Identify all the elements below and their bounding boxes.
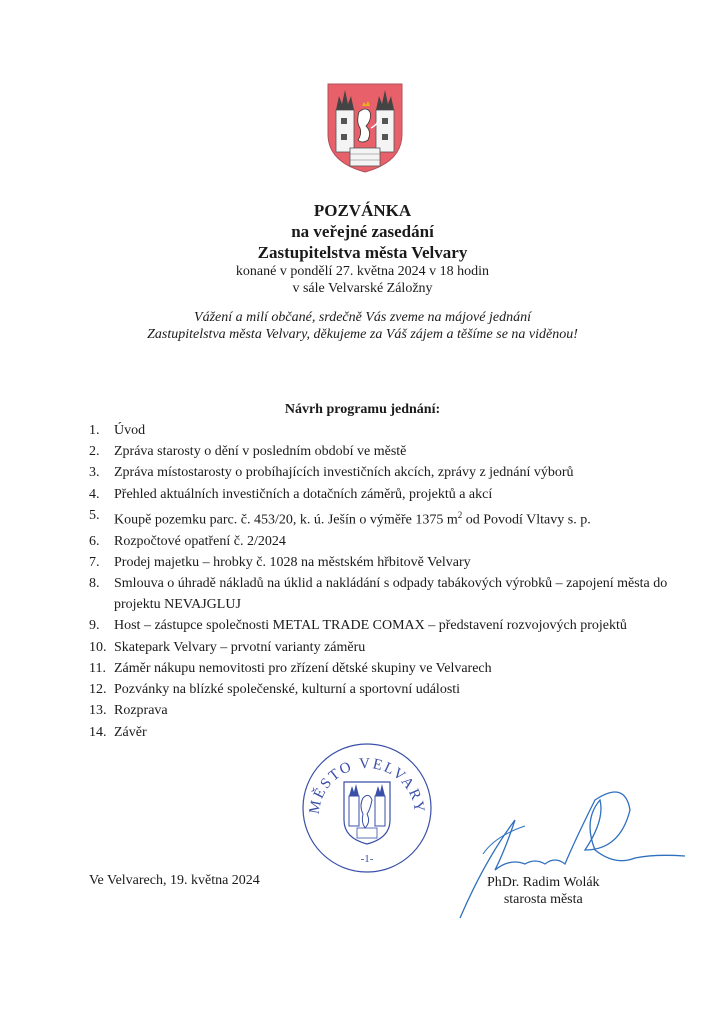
item-text-part: Koupě pozemku parc. č. 453/20, k. ú. Ješín o výměře 1375 m — [114, 512, 458, 528]
item-text: Pozvánky na blízké společenské, kulturní a sportovní události — [114, 682, 461, 698]
invitation-header — [0, 200, 725, 297]
item-number: 2. — [89, 444, 100, 460]
agenda-item — [89, 573, 669, 615]
item-number: 13. — [89, 703, 107, 719]
item-text: Záměr nákupu nemovitosti pro zřízení dětské skupiny ve Velvarech — [114, 660, 492, 676]
item-number: 1. — [89, 423, 100, 438]
council-name: Zastupitelstva města Velvary — [257, 243, 468, 262]
item-number: 3. — [89, 465, 100, 481]
item-text: Rozprava — [114, 703, 168, 719]
signer-name: PhDr. Radim Wolák — [487, 875, 600, 890]
item-text: Závěr — [114, 724, 147, 740]
item-number: 4. — [89, 486, 100, 502]
item-text: Zpráva místostarosty o probíhajících investičních akcích, zprávy z jednání výborů — [114, 465, 574, 481]
item-number: 11. — [89, 660, 106, 676]
item-number: 5. — [89, 507, 100, 523]
agenda-item — [89, 637, 669, 658]
item-number: 7. — [89, 554, 100, 570]
item-text — [114, 505, 669, 531]
official-stamp-icon — [297, 738, 437, 878]
meeting-date: konané v pondělí 27. května 2024 v 18 hodin — [235, 264, 490, 279]
item-text: Přehled aktuálních investičních a dotačních záměrů, projektů a akcí — [114, 486, 493, 502]
program-heading: Návrh programu jednání: — [284, 402, 441, 417]
agenda-item — [89, 679, 669, 700]
item-text: Prodej majetku – hrobky č. 1028 na městském hřbitově Velvary — [114, 554, 471, 570]
item-number: 10. — [89, 639, 107, 655]
svg-text:MĚSTO VELVARY — [307, 756, 428, 815]
agenda-item — [89, 552, 669, 573]
agenda-item — [89, 615, 669, 636]
item-number: 8. — [89, 576, 100, 592]
greeting-line-1: Vážení a milí občané, srdečně Vás zveme na májové jednání — [194, 310, 531, 325]
signer-block — [487, 874, 600, 908]
agenda-item — [89, 420, 669, 441]
invitation-title: POZVÁNKA — [313, 201, 412, 220]
item-text: Smlouva o úhradě nákladů na úklid a nakládání s odpady tabákových výrobků – zapojení města do projektu NEVAJGLUJ — [114, 576, 668, 613]
agenda-item — [89, 700, 669, 721]
item-text-part: od Povodí Vltavy s. p. — [462, 512, 591, 528]
greeting-line-2: Zastupitelstva města Velvary, děkujeme za Váš zájem a těšíme se na viděnou! — [147, 327, 578, 342]
meeting-type: na veřejné zasedání — [291, 222, 434, 241]
item-number: 9. — [89, 618, 100, 634]
superscript: 2 — [457, 509, 463, 520]
item-text: Úvod — [114, 423, 146, 438]
agenda-item — [89, 658, 669, 679]
item-number: 12. — [89, 682, 107, 698]
agenda-item — [89, 505, 669, 531]
greeting-text — [0, 309, 725, 343]
coat-of-arms-icon — [326, 82, 404, 174]
stamp-number: -1- — [360, 853, 374, 865]
agenda-item — [89, 531, 669, 552]
place-and-date: Ve Velvarech, 19. května 2024 — [89, 873, 260, 888]
item-number: 14. — [89, 724, 107, 740]
meeting-venue: v sále Velvarské Záložny — [292, 281, 433, 296]
agenda-list — [89, 420, 669, 743]
agenda-item — [89, 441, 669, 462]
stamp-text: MĚSTO VELVARY — [306, 755, 428, 816]
item-number: 6. — [89, 533, 100, 549]
agenda-item — [89, 462, 669, 483]
signer-title: starosta města — [503, 892, 583, 907]
item-text: Host – zástupce společnosti METAL TRADE COMAX – představení rozvojových projektů — [114, 618, 627, 634]
item-text: Zpráva starosty o dění v posledním období ve městě — [114, 444, 407, 460]
item-text: Skatepark Velvary – prvotní varianty záměru — [114, 639, 366, 655]
item-text: Rozpočtové opatření č. 2/2024 — [114, 533, 286, 549]
agenda-item — [89, 484, 669, 505]
